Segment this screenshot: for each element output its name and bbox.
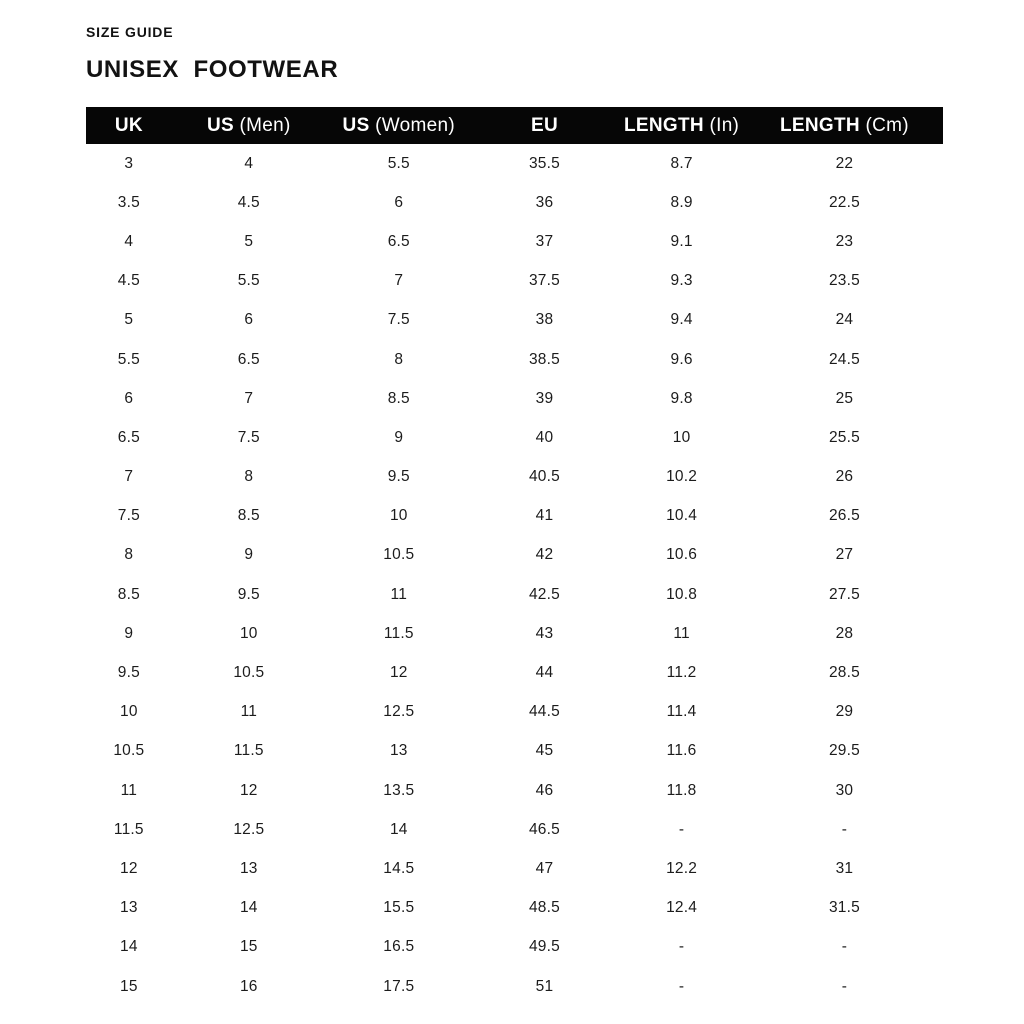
cell-eu: 43	[535, 624, 554, 642]
cell-eu: 44	[535, 664, 554, 682]
cell-us-women: 13	[389, 742, 408, 760]
cell-length-in: -	[678, 938, 685, 956]
table-row	[86, 262, 943, 301]
cell-eu: 45	[535, 742, 554, 760]
table-row	[86, 536, 943, 575]
cell-us-men: 6.5	[237, 350, 260, 368]
cell-length-in: 10.4	[666, 507, 698, 525]
cell-uk: 7.5	[117, 507, 140, 525]
cell-us-men: 9	[244, 546, 254, 564]
cell-length-cm: 27.5	[828, 585, 860, 603]
cell-us-women: 14.5	[383, 859, 415, 877]
table-row	[86, 732, 943, 771]
size-chart-table	[86, 107, 943, 1006]
cell-uk: 6	[124, 389, 134, 407]
column-header-length-cm	[746, 107, 943, 144]
column-header-eu	[472, 107, 618, 144]
table-row	[86, 967, 943, 1006]
cell-us-men: 4.5	[237, 193, 260, 211]
cell-eu: 46.5	[528, 820, 560, 838]
cell-uk: 13	[120, 899, 138, 917]
cell-eu: 48.5	[528, 899, 560, 917]
cell-us-women: 12.5	[383, 703, 415, 721]
table-row	[86, 614, 943, 653]
cell-us-men: 8	[244, 468, 254, 486]
cell-length-cm: 30	[835, 781, 854, 799]
column-header-us-women	[326, 107, 472, 144]
column-header-uk	[86, 107, 172, 144]
cell-length-in: 9.1	[670, 232, 693, 250]
table-header-row	[86, 107, 943, 144]
cell-us-men: 9.5	[237, 585, 260, 603]
cell-eu: 51	[535, 977, 554, 995]
cell-length-in: -	[678, 977, 685, 995]
cell-eu: 42.5	[528, 585, 560, 603]
cell-length-in: 11.6	[666, 742, 697, 760]
cell-length-cm: 28	[835, 624, 854, 642]
cell-us-women: 12	[389, 664, 408, 682]
cell-us-women: 8.5	[387, 389, 410, 407]
cell-length-in: 10	[672, 428, 691, 446]
cell-eu: 47	[535, 859, 554, 877]
cell-length-cm: -	[841, 820, 848, 838]
table-row	[86, 849, 943, 888]
column-header-main: LENGTH	[779, 114, 860, 136]
page-title: UNISEX FOOTWEAR	[86, 56, 339, 83]
cell-length-in: 9.8	[670, 389, 693, 407]
cell-us-men: 15	[239, 938, 258, 956]
cell-length-cm: 23.5	[828, 272, 860, 290]
table-row	[86, 379, 943, 418]
cell-length-in: 10.2	[666, 468, 698, 486]
cell-us-men: 13	[239, 859, 258, 877]
cell-length-in: 11.2	[666, 664, 697, 682]
cell-us-men: 16	[239, 977, 258, 995]
cell-uk: 12	[120, 859, 138, 877]
cell-us-women: 7	[394, 272, 404, 290]
table-row	[86, 693, 943, 732]
cell-length-in: 9.4	[670, 311, 693, 329]
cell-us-women: 9	[394, 428, 404, 446]
cell-uk: 15	[120, 977, 138, 995]
cell-length-cm: 31.5	[828, 899, 860, 917]
table-row	[86, 183, 943, 222]
cell-us-men: 4	[244, 154, 254, 172]
column-header-sub: (Men)	[239, 114, 291, 136]
cell-us-men: 12.5	[233, 820, 265, 838]
cell-us-women: 10	[389, 507, 408, 525]
table-row	[86, 458, 943, 497]
cell-us-women: 11.5	[383, 624, 414, 642]
table-row	[86, 928, 943, 967]
cell-length-cm: 25.5	[828, 428, 860, 446]
cell-length-in: 9.6	[670, 350, 693, 368]
cell-us-men: 7	[244, 389, 254, 407]
table-body	[86, 144, 943, 1006]
column-header-us-men	[172, 107, 326, 144]
cell-length-cm: 29.5	[828, 742, 860, 760]
cell-us-men: 11	[240, 703, 258, 721]
cell-length-in: 12.2	[666, 859, 698, 877]
cell-us-women: 5.5	[387, 154, 410, 172]
cell-eu: 41	[535, 507, 554, 525]
cell-length-cm: 24.5	[828, 350, 860, 368]
cell-uk: 4.5	[117, 272, 140, 290]
column-header-sub: (In)	[709, 114, 740, 136]
cell-uk: 11	[120, 781, 138, 799]
cell-us-men: 10	[239, 624, 258, 642]
cell-eu: 38.5	[528, 350, 560, 368]
cell-uk: 7	[124, 468, 134, 486]
table-row	[86, 771, 943, 810]
column-header-main: US	[342, 114, 370, 136]
table-row	[86, 222, 943, 261]
cell-uk: 5	[124, 311, 134, 329]
cell-eu: 42	[535, 546, 554, 564]
cell-length-in: 8.9	[670, 193, 693, 211]
cell-length-cm: 22.5	[828, 193, 860, 211]
cell-length-in: -	[678, 820, 685, 838]
cell-uk: 6.5	[117, 428, 140, 446]
cell-us-men: 12	[239, 781, 258, 799]
column-header-sub: (Cm)	[865, 114, 909, 136]
cell-eu: 40.5	[528, 468, 560, 486]
cell-uk: 9	[124, 624, 134, 642]
table-row	[86, 810, 943, 849]
cell-us-women: 15.5	[383, 899, 415, 917]
cell-length-cm: 28.5	[828, 664, 860, 682]
cell-us-women: 9.5	[387, 468, 410, 486]
cell-uk: 5.5	[117, 350, 140, 368]
cell-length-in: 11.8	[666, 781, 697, 799]
cell-eu: 40	[535, 428, 554, 446]
cell-us-men: 5	[244, 232, 254, 250]
cell-length-cm: 26	[835, 468, 854, 486]
cell-eu: 37	[535, 232, 554, 250]
table-row	[86, 340, 943, 379]
cell-length-cm: 25	[835, 389, 854, 407]
cell-eu: 46	[535, 781, 554, 799]
cell-us-men: 6	[244, 311, 254, 329]
cell-uk: 11.5	[113, 820, 144, 838]
column-header-sub: (Women)	[375, 114, 456, 136]
cell-length-in: 10.6	[666, 546, 698, 564]
column-header-main: US	[206, 114, 234, 136]
cell-length-cm: 22	[835, 154, 854, 172]
cell-uk: 10	[120, 703, 138, 721]
cell-eu: 36	[535, 193, 554, 211]
table-row	[86, 144, 943, 183]
cell-uk: 3.5	[117, 193, 140, 211]
cell-us-men: 14	[239, 899, 258, 917]
table-row	[86, 575, 943, 614]
cell-uk: 8.5	[117, 585, 140, 603]
cell-length-cm: -	[841, 977, 848, 995]
column-header-length-in	[617, 107, 746, 144]
cell-us-men: 5.5	[237, 272, 260, 290]
cell-us-men: 7.5	[237, 428, 260, 446]
cell-uk: 4	[124, 232, 134, 250]
table-row	[86, 497, 943, 536]
cell-eu: 35.5	[528, 154, 560, 172]
cell-us-women: 16.5	[383, 938, 415, 956]
cell-us-women: 14	[389, 820, 408, 838]
cell-uk: 3	[124, 154, 134, 172]
cell-length-cm: 29	[835, 703, 854, 721]
table-row	[86, 301, 943, 340]
cell-length-cm: 24	[835, 311, 854, 329]
cell-us-women: 8	[394, 350, 404, 368]
cell-us-women: 7.5	[387, 311, 410, 329]
cell-us-women: 6.5	[387, 232, 410, 250]
cell-length-in: 11	[673, 624, 690, 642]
cell-uk: 14	[120, 938, 138, 956]
cell-uk: 8	[124, 546, 134, 564]
cell-uk: 9.5	[117, 664, 140, 682]
cell-us-men: 8.5	[237, 507, 260, 525]
column-header-main: LENGTH	[623, 114, 704, 136]
cell-us-women: 13.5	[383, 781, 415, 799]
cell-length-in: 11.4	[666, 703, 697, 721]
cell-eu: 37.5	[528, 272, 560, 290]
cell-eu: 44.5	[528, 703, 560, 721]
cell-length-cm: 31	[835, 859, 854, 877]
table-row	[86, 889, 943, 928]
cell-length-cm: -	[841, 938, 848, 956]
cell-us-women: 11	[390, 585, 408, 603]
cell-length-in: 10.8	[666, 585, 698, 603]
cell-length-in: 9.3	[670, 272, 693, 290]
cell-eu: 49.5	[528, 938, 560, 956]
cell-eu: 39	[535, 389, 554, 407]
cell-us-men: 10.5	[233, 664, 265, 682]
column-header-main: EU	[530, 114, 558, 136]
cell-length-in: 8.7	[670, 154, 693, 172]
column-header-main: UK	[114, 114, 143, 136]
cell-length-in: 12.4	[666, 899, 698, 917]
size-guide-label: SIZE GUIDE	[86, 24, 174, 40]
cell-length-cm: 26.5	[828, 507, 860, 525]
table-header	[86, 107, 943, 144]
cell-us-women: 17.5	[383, 977, 415, 995]
cell-uk: 10.5	[113, 742, 145, 760]
cell-us-women: 6	[394, 193, 404, 211]
table-row	[86, 418, 943, 457]
cell-length-cm: 27	[835, 546, 854, 564]
cell-length-cm: 23	[835, 232, 854, 250]
table-row	[86, 653, 943, 692]
cell-eu: 38	[535, 311, 554, 329]
cell-us-men: 11.5	[233, 742, 264, 760]
cell-us-women: 10.5	[383, 546, 415, 564]
